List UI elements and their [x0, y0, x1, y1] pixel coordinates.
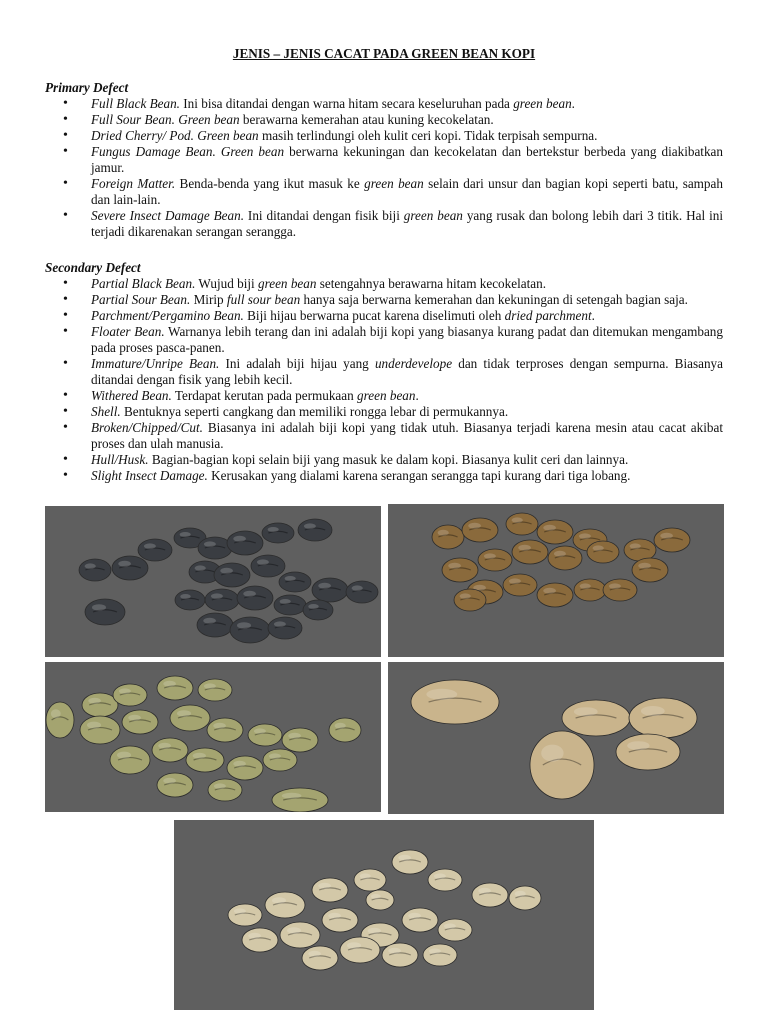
- list-item: [45, 420, 723, 452]
- defect-term: Green bean: [178, 112, 240, 127]
- list-item: [45, 144, 723, 176]
- defect-description-end: masih terlindungi oleh kulit ceri kopi. Tidak terpisah sempurna.: [258, 128, 598, 143]
- insect-damaged-beans-photo: [388, 662, 724, 814]
- defect-name: Parchment/Pergamino Bean.: [91, 308, 244, 323]
- coffee-bean: [263, 749, 297, 771]
- green-beans-photo: [45, 662, 381, 812]
- defect-description: Ini bisa ditandai dengan warna hitam secara keseluruhan pada: [179, 96, 514, 111]
- coffee-bean: [82, 693, 118, 717]
- coffee-bean: [442, 558, 478, 582]
- coffee-bean: [227, 531, 263, 555]
- defect-description: Ini adalah biji hijau yang: [219, 356, 375, 371]
- coffee-bean: [138, 539, 172, 561]
- coffee-bean: [298, 519, 332, 541]
- list-item: [45, 176, 723, 208]
- list-item: [45, 388, 723, 404]
- coffee-bean: [80, 716, 120, 744]
- defect-term: full sour bean: [226, 292, 301, 307]
- defect-term: Green bean: [220, 144, 285, 159]
- coffee-bean: [574, 579, 606, 601]
- coffee-bean: [274, 595, 306, 615]
- defect-description-end: yang rusak dan bolong lebih dari 3 titik. Hal ini terjadi dikarenakan serangan serangga.: [91, 208, 724, 239]
- defect-description: Biasanya ini adalah biji kopi yang tidak utuh. Biasanya terjadi karena mesin atau cacat akibat proses dan ulah manusia.: [91, 420, 723, 451]
- secondary-defect-list: [45, 276, 723, 484]
- defect-name: Foreign Matter.: [91, 176, 176, 191]
- coffee-bean: [251, 555, 285, 577]
- defect-name: Full Black Bean.: [91, 96, 180, 111]
- list-item: [45, 112, 723, 128]
- list-item: [45, 128, 723, 144]
- defect-description: Terdapat kerutan pada permukaan: [171, 388, 358, 403]
- coffee-bean: [157, 676, 193, 700]
- defect-description: Warnanya lebih terang dan ini adalah biji kopi yang biasanya kurang padat dan ditemukan mengambang pada proses pasca-panen.: [91, 324, 723, 355]
- defect-name: Partial Black Bean.: [91, 276, 196, 291]
- coffee-bean: [632, 558, 668, 582]
- coffee-bean: [402, 908, 438, 932]
- coffee-bean: [562, 700, 630, 736]
- coffee-bean: [46, 702, 74, 738]
- coffee-bean: [175, 590, 205, 610]
- coffee-bean: [122, 710, 158, 734]
- list-item: [45, 356, 723, 388]
- defect-description-end: selain dari unsur dan bagian kopi seperti batu, sampah dan lain-lain.: [91, 176, 723, 207]
- coffee-bean: [537, 520, 573, 544]
- secondary-defect-heading: Secondary Defect: [45, 260, 141, 275]
- defect-term: green bean: [403, 208, 463, 223]
- coffee-bean: [186, 748, 224, 772]
- coffee-bean: [654, 528, 690, 552]
- coffee-bean: [478, 549, 512, 571]
- coffee-bean: [79, 559, 111, 581]
- defect-description-end: .: [591, 308, 595, 323]
- coffee-bean: [198, 537, 232, 559]
- coffee-bean: [170, 705, 210, 731]
- defect-term: dried parchment: [504, 308, 592, 323]
- defect-term: green bean: [364, 176, 424, 191]
- coffee-bean: [303, 600, 333, 620]
- defect-name: Partial Sour Bean.: [91, 292, 191, 307]
- defect-description-end: setengahnya berawarna hitam kecokelatan.: [316, 276, 547, 291]
- coffee-bean: [152, 738, 188, 762]
- coffee-bean: [506, 513, 538, 535]
- defect-term: green bean: [357, 388, 416, 403]
- primary-defect-heading: Primary Defect: [45, 80, 129, 95]
- defect-description-end: berwarna kekuningan dan kecokelatan dan bertekstur berbeda yang diakibatkan jamur.: [91, 144, 724, 175]
- list-item: [45, 404, 723, 420]
- coffee-bean: [392, 850, 428, 874]
- sour-beans-photo: [388, 504, 724, 657]
- defect-name: Full Sour Bean.: [91, 112, 175, 127]
- coffee-bean: [227, 756, 263, 780]
- defect-description: Benda-benda yang ikut masuk ke: [175, 176, 365, 191]
- defect-term: green bean: [257, 276, 317, 291]
- coffee-bean: [428, 869, 462, 891]
- defect-description: Biji hijau berwarna pucat karena diselimuti oleh: [243, 308, 505, 323]
- coffee-bean: [530, 731, 594, 799]
- defect-description-end: dan tidak terproses dengan sempurna. Biasanya ditandai dengan fisik yang lebih kecil.: [91, 356, 723, 387]
- defect-description: Mirip: [190, 292, 227, 307]
- coffee-bean: [280, 922, 320, 948]
- coffee-bean: [509, 886, 541, 910]
- coffee-bean: [346, 581, 378, 603]
- defect-description-end: .: [415, 388, 419, 403]
- coffee-bean: [302, 946, 338, 970]
- coffee-bean: [205, 589, 239, 611]
- coffee-bean: [214, 563, 250, 587]
- coffee-bean: [340, 937, 380, 963]
- coffee-bean: [587, 541, 619, 563]
- coffee-bean: [354, 869, 386, 891]
- coffee-bean: [197, 613, 233, 637]
- coffee-bean: [382, 943, 418, 967]
- defect-name: Withered Bean.: [91, 388, 172, 403]
- coffee-bean: [366, 890, 394, 910]
- defect-name: Slight Insect Damage.: [91, 468, 208, 483]
- defect-description: Wujud biji: [195, 276, 258, 291]
- list-item: [45, 292, 723, 308]
- coffee-bean: [207, 718, 243, 742]
- coffee-bean: [208, 779, 242, 801]
- coffee-bean: [411, 680, 499, 724]
- list-item: [45, 96, 723, 112]
- defect-description: Kerusakan yang dialami karena serangan serangga tapi kurang dari tiga lobang.: [207, 468, 631, 483]
- list-item: [45, 468, 723, 484]
- document-title: JENIS – JENIS CACAT PADA GREEN BEAN KOPI: [232, 46, 536, 61]
- coffee-bean: [262, 523, 294, 543]
- coffee-bean: [503, 574, 537, 596]
- coffee-bean: [438, 919, 472, 941]
- coffee-bean: [629, 698, 697, 738]
- defect-name: Severe Insect Damage Bean.: [91, 208, 244, 223]
- defect-description: Bagian-bagian kopi selain biji yang masuk ke dalam kopi. Biasanya kulit ceri dan lainnya.: [148, 452, 629, 467]
- defect-name: Fungus Damage Bean.: [91, 144, 216, 159]
- coffee-bean: [113, 684, 147, 706]
- coffee-bean: [268, 617, 302, 639]
- defect-description: Bentuknya seperti cangkang dan memiliki rongga lebar di permukannya.: [120, 404, 509, 419]
- coffee-bean: [616, 734, 680, 770]
- coffee-bean: [110, 746, 150, 774]
- list-item: [45, 308, 723, 324]
- coffee-bean: [312, 578, 348, 602]
- black-beans-photo: [45, 506, 381, 657]
- coffee-bean: [157, 773, 193, 797]
- coffee-bean: [242, 928, 278, 952]
- coffee-bean: [272, 788, 328, 812]
- coffee-bean: [198, 679, 232, 701]
- list-item: [45, 324, 723, 356]
- coffee-bean: [237, 586, 273, 610]
- list-item: [45, 208, 723, 240]
- coffee-bean: [603, 579, 637, 601]
- coffee-bean: [112, 556, 148, 580]
- defect-description-end: berawarna kemerahan atau kuning kecokelatan.: [239, 112, 494, 127]
- coffee-bean: [230, 617, 270, 643]
- defect-name: Hull/Husk.: [91, 452, 149, 467]
- broken-shell-beans-photo: [174, 820, 594, 1010]
- coffee-bean: [282, 728, 318, 752]
- list-item: [45, 452, 723, 468]
- coffee-bean: [423, 944, 457, 966]
- coffee-bean: [312, 878, 348, 902]
- defect-term: green bean: [513, 96, 572, 111]
- defect-description-end: .: [571, 96, 575, 111]
- defect-description: Ini ditandai dengan fisik biji: [244, 208, 404, 223]
- list-item: [45, 276, 723, 292]
- coffee-bean: [265, 892, 305, 918]
- coffee-bean: [322, 908, 358, 932]
- coffee-bean: [462, 518, 498, 542]
- coffee-bean: [537, 583, 573, 607]
- coffee-bean: [228, 904, 262, 926]
- defect-term: underdevelope: [374, 356, 453, 371]
- coffee-bean: [472, 883, 508, 907]
- coffee-bean: [248, 724, 282, 746]
- defect-description-end: hanya saja berwarna kemerahan dan kekuningan di setengah bagian saja.: [300, 292, 688, 307]
- coffee-bean: [432, 525, 464, 549]
- defect-name: Floater Bean.: [91, 324, 165, 339]
- coffee-bean: [548, 546, 582, 570]
- primary-defect-list: [45, 96, 723, 240]
- defect-name: Shell.: [91, 404, 121, 419]
- coffee-bean: [279, 572, 311, 592]
- coffee-bean: [512, 540, 548, 564]
- defect-name: Dried Cherry/ Pod.: [91, 128, 194, 143]
- defect-term: Green bean: [197, 128, 259, 143]
- defect-name: Immature/Unripe Bean.: [91, 356, 220, 371]
- coffee-bean: [85, 599, 125, 625]
- coffee-bean: [454, 589, 486, 611]
- coffee-bean: [329, 718, 361, 742]
- defect-name: Broken/Chipped/Cut.: [91, 420, 203, 435]
